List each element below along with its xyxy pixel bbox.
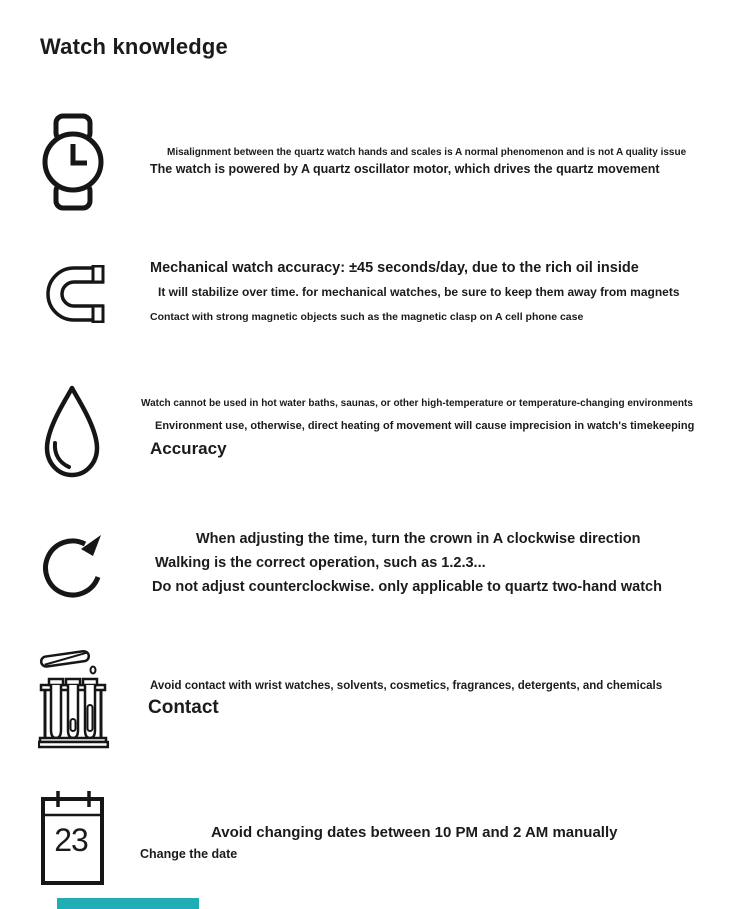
quartz-note-line: Misalignment between the quartz watch hands and scales is A normal phenomenon and is not A quality issue xyxy=(167,147,687,158)
magnet-icon xyxy=(44,265,106,323)
magnet-sub-line: It will stabilize over time. for mechanical watches, be sure to keep them away from magnets xyxy=(158,285,680,299)
quartz-main-line: The watch is powered by A quartz oscillator motor, which drives the quartz movement xyxy=(150,162,660,176)
temperature-note-line: Watch cannot be used in hot water baths, saunas, or other high-temperature or temperature-changing environments xyxy=(141,398,693,409)
magnet-main-line: Mechanical watch accuracy: ±45 seconds/day, due to the rich oil inside xyxy=(150,260,639,276)
crown-sub-line: Walking is the correct operation, such as 1.2.3... xyxy=(155,555,486,571)
contact-heading: Contact xyxy=(148,697,219,718)
temperature-sub-line: Environment use, otherwise, direct heating of movement will cause imprecision in watch's timekeeping xyxy=(155,420,695,432)
date-sub-line: Change the date xyxy=(140,847,238,861)
page-title: Watch knowledge xyxy=(40,34,228,59)
test-tubes-icon xyxy=(38,645,110,749)
watch-icon xyxy=(40,113,106,211)
calendar-date-number: 23 xyxy=(54,822,88,858)
date-main-line: Avoid changing dates between 10 PM and 2 AM manually xyxy=(211,824,618,841)
water-drop-icon xyxy=(38,383,106,481)
clockwise-arrow-icon xyxy=(42,525,106,601)
bottom-teal-bar xyxy=(57,898,199,909)
crown-main-line: When adjusting the time, turn the crown in A clockwise direction xyxy=(196,531,641,547)
contact-note-line: Avoid contact with wrist watches, solvents, cosmetics, fragrances, detergents, and chemicals xyxy=(150,680,663,692)
accuracy-heading: Accuracy xyxy=(150,439,227,458)
magnet-note-line: Contact with strong magnetic objects such as the magnetic clasp on A cell phone case xyxy=(150,311,584,323)
crown-note-line: Do not adjust counterclockwise. only applicable to quartz two-hand watch xyxy=(152,579,662,595)
